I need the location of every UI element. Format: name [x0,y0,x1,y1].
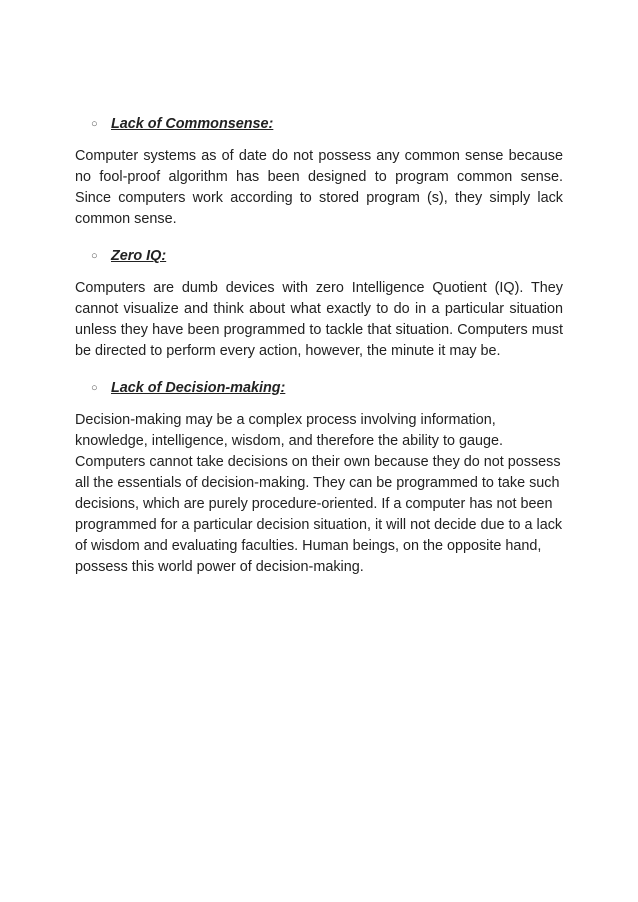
hollow-circle-bullet-icon: ○ [91,118,98,130]
section-heading-commonsense [91,113,563,135]
hollow-circle-bullet-icon: ○ [91,382,98,394]
section-title: Zero IQ: [111,248,167,264]
section-title: Lack of Decision-making: [111,380,286,396]
hollow-circle-bullet-icon: ○ [91,250,98,262]
section-title: Lack of Commonsense: [111,116,274,132]
document-content [75,113,563,593]
section-body-decision-making: Decision-making may be a complex process involving information, knowledge, intelligence, wisdom, and therefore the ability to gauge. Computers cannot take decisions on their own because they do not possess all the essentials of decision-making. They can be programmed to take such decisions, which are purely procedure-oriented. If a computer has not been programmed for a particular decision situation, it will not decide due to a lack of wisdom and evaluating faculties. Human beings, on the opposite hand, possess this world power of decision-making. [75,412,563,575]
section-heading-decision-making [91,377,563,399]
section-body-commonsense: Computer systems as of date do not possess any common sense because no fool-proof algorithm has been designed to program common sense. Since computers work according to stored program (s), they simply lack common sense. [75,148,563,227]
section-heading-zero-iq [91,245,563,267]
section-body-zero-iq: Computers are dumb devices with zero Intelligence Quotient (IQ). They cannot visualize and think about what exactly to do in a particular situation unless they have been programmed to tackle that situation. Computers must be directed to perform every action, however, the minute it may be. [75,280,563,359]
